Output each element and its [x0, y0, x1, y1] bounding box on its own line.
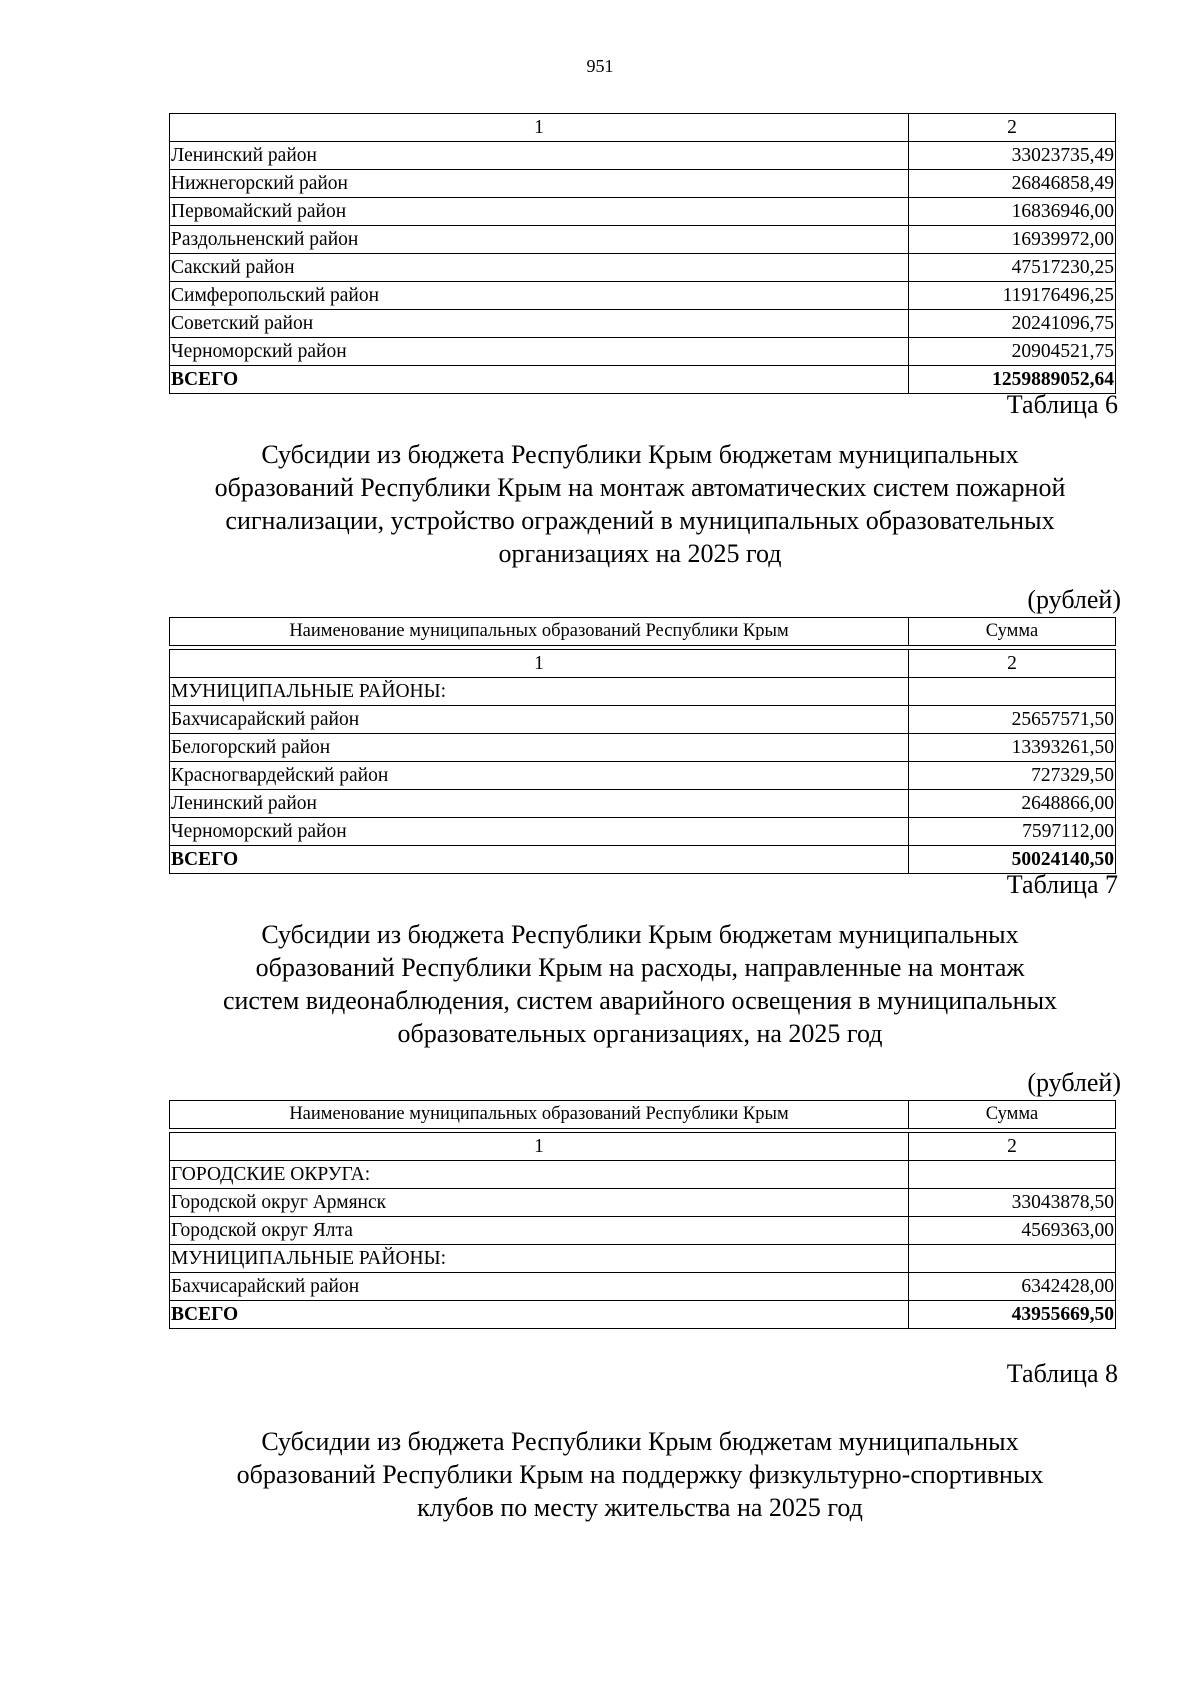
- column-number-2: 2: [909, 650, 1116, 678]
- continuation-table: [169, 113, 1116, 394]
- header-name: Наименование муниципальных образований Республики Крым: [170, 618, 909, 646]
- row-name: МУНИЦИПАЛЬНЫЕ РАЙОНЫ:: [170, 1245, 909, 1273]
- column-number-1: 1: [170, 650, 909, 678]
- title-line: образований Республики Крым на поддержку физкультурно-спортивных: [236, 1460, 1044, 1489]
- title-line: систем видеонаблюдения, систем аварийного освещения в муниципальных: [222, 986, 1058, 1015]
- title-line: клубов по месту жительства на 2025 год: [417, 1493, 863, 1522]
- row-sum: 119176496,25: [909, 282, 1116, 310]
- header-sum: Сумма: [909, 618, 1116, 646]
- row-name: Бахчисарайский район: [170, 706, 909, 734]
- table7-units: (рублей): [1027, 1068, 1121, 1097]
- table7-label: Таблица 7: [1006, 870, 1118, 899]
- table6-title: [160, 438, 1120, 570]
- table-row: [170, 170, 1116, 198]
- column-number-1: 1: [170, 1133, 909, 1161]
- table6: [169, 617, 1116, 874]
- row-name: МУНИЦИПАЛЬНЫЕ РАЙОНЫ:: [170, 678, 909, 706]
- row-sum: 16836946,00: [909, 198, 1116, 226]
- table-row: [170, 142, 1116, 170]
- title-line: организациях на 2025 год: [498, 539, 782, 568]
- row-name: Ленинский район: [170, 790, 909, 818]
- row-sum: 25657571,50: [909, 706, 1116, 734]
- row-name: Бахчисарайский район: [170, 1273, 909, 1301]
- table-row: [170, 1245, 1116, 1273]
- header-row: [170, 1101, 1116, 1129]
- title-line: образований Республики Крым на монтаж автоматических систем пожарной: [214, 473, 1066, 502]
- table-row: [170, 226, 1116, 254]
- row-name: Городской округ Армянск: [170, 1189, 909, 1217]
- column-number-row: [170, 114, 1116, 142]
- total-label: ВСЕГО: [170, 1301, 909, 1329]
- table-row: [170, 1273, 1116, 1301]
- row-name: Черноморский район: [170, 818, 909, 846]
- column-number-2: 2: [909, 114, 1116, 142]
- table-row: [170, 790, 1116, 818]
- row-name: Советский район: [170, 310, 909, 338]
- table6-units: (рублей): [1027, 585, 1121, 614]
- row-sum: 6342428,00: [909, 1273, 1116, 1301]
- row-sum: [909, 1161, 1116, 1189]
- total-label: ВСЕГО: [170, 846, 909, 874]
- total-sum: 50024140,50: [909, 846, 1116, 874]
- column-number-row: [170, 650, 1116, 678]
- title-line: сигнализации, устройство ограждений в муниципальных образовательных: [225, 506, 1055, 535]
- table6-label: Таблица 6: [1006, 390, 1118, 419]
- row-name: Белогорский район: [170, 734, 909, 762]
- row-sum: 20904521,75: [909, 338, 1116, 366]
- table-row: [170, 1161, 1116, 1189]
- total-row: [170, 1301, 1116, 1329]
- title-line: Субсидии из бюджета Республики Крым бюджетам муниципальных: [261, 920, 1019, 949]
- table-row: [170, 678, 1116, 706]
- row-sum: 20241096,75: [909, 310, 1116, 338]
- table-row: [170, 706, 1116, 734]
- table-row: [170, 310, 1116, 338]
- column-number-1: 1: [170, 114, 909, 142]
- row-sum: 33043878,50: [909, 1189, 1116, 1217]
- page-number: 951: [586, 56, 614, 76]
- title-line: Субсидии из бюджета Республики Крым бюджетам муниципальных: [261, 440, 1019, 469]
- row-sum: 7597112,00: [909, 818, 1116, 846]
- header-name: Наименование муниципальных образований Республики Крым: [170, 1101, 909, 1129]
- header-row: [170, 618, 1116, 646]
- row-name: ГОРОДСКИЕ ОКРУГА:: [170, 1161, 909, 1189]
- row-sum: 26846858,49: [909, 170, 1116, 198]
- row-name: Черноморский район: [170, 338, 909, 366]
- table8-label: Таблица 8: [1006, 1359, 1118, 1388]
- table-row: [170, 198, 1116, 226]
- row-sum: 47517230,25: [909, 254, 1116, 282]
- table-row: [170, 818, 1116, 846]
- table-row: [170, 1189, 1116, 1217]
- row-sum: 33023735,49: [909, 142, 1116, 170]
- table7: [169, 1100, 1116, 1329]
- column-number-2: 2: [909, 1133, 1116, 1161]
- row-name: Раздольненский район: [170, 226, 909, 254]
- row-sum: 4569363,00: [909, 1217, 1116, 1245]
- row-name: Симферопольский район: [170, 282, 909, 310]
- table8-title: [160, 1425, 1120, 1524]
- table-row: [170, 254, 1116, 282]
- row-sum: [909, 1245, 1116, 1273]
- row-sum: 13393261,50: [909, 734, 1116, 762]
- title-line: образований Республики Крым на расходы, направленные на монтаж: [255, 953, 1025, 982]
- header-sum: Сумма: [909, 1101, 1116, 1129]
- row-name: Нижнегорский район: [170, 170, 909, 198]
- title-line: образовательных организациях, на 2025 год: [397, 1019, 883, 1048]
- column-number-row: [170, 1133, 1116, 1161]
- table-row: [170, 762, 1116, 790]
- row-name: Первомайский район: [170, 198, 909, 226]
- table-row: [170, 282, 1116, 310]
- table-row: [170, 734, 1116, 762]
- row-sum: 2648866,00: [909, 790, 1116, 818]
- row-name: Ленинский район: [170, 142, 909, 170]
- row-name: Красногвардейский район: [170, 762, 909, 790]
- table-row: [170, 338, 1116, 366]
- row-name: Городской округ Ялта: [170, 1217, 909, 1245]
- total-label: ВСЕГО: [170, 366, 909, 394]
- total-sum: 1259889052,64: [909, 366, 1116, 394]
- row-name: Сакский район: [170, 254, 909, 282]
- title-line: Субсидии из бюджета Республики Крым бюджетам муниципальных: [261, 1427, 1019, 1456]
- row-sum: 16939972,00: [909, 226, 1116, 254]
- table7-title: [160, 918, 1120, 1050]
- table-row: [170, 1217, 1116, 1245]
- total-sum: 43955669,50: [909, 1301, 1116, 1329]
- row-sum: [909, 678, 1116, 706]
- row-sum: 727329,50: [909, 762, 1116, 790]
